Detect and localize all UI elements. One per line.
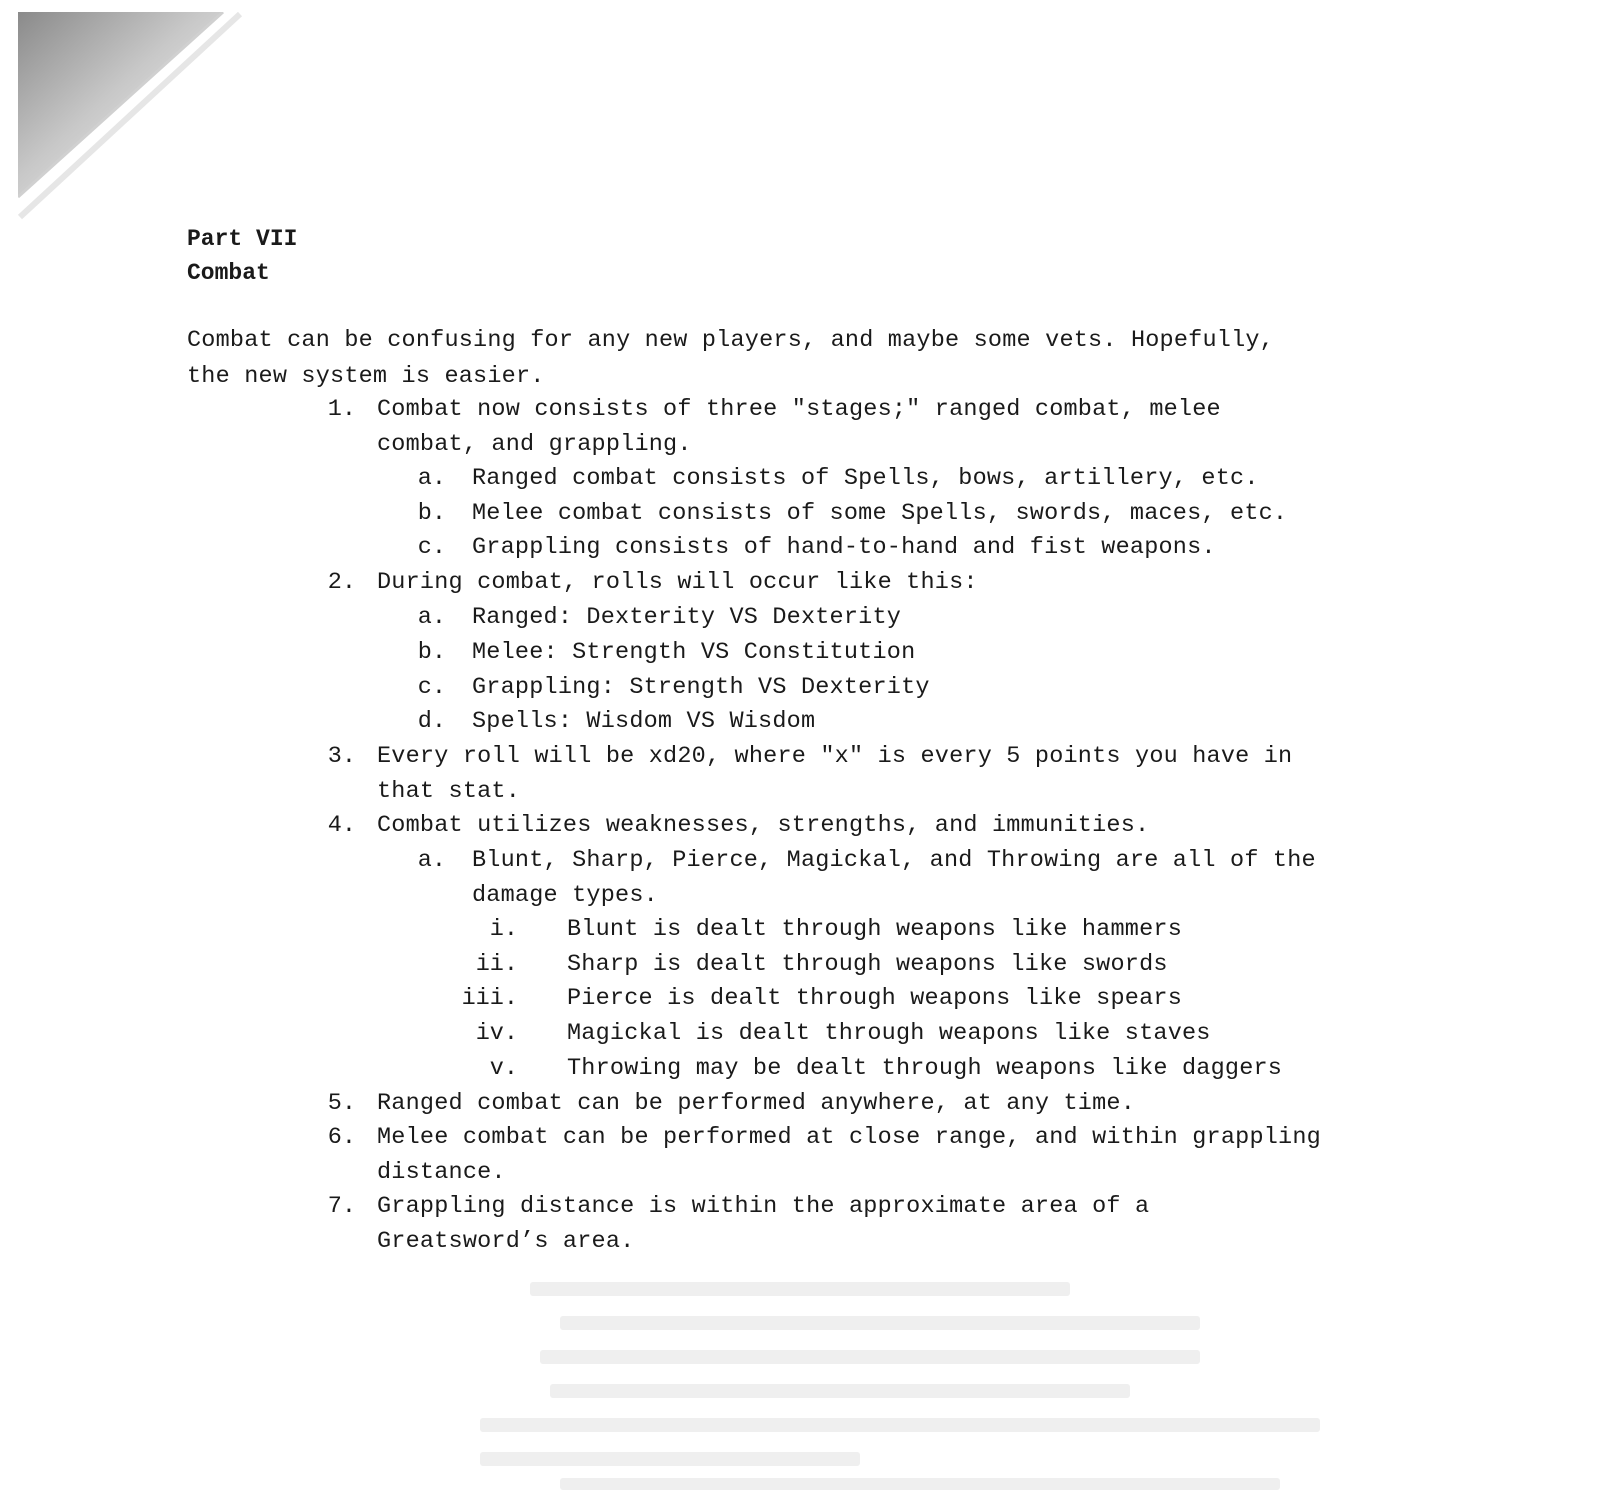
sub-item-text: Spells: Wisdom VS Wisdom: [472, 708, 816, 735]
list-item-text: Greatsword’s area.: [377, 1228, 635, 1255]
sub-marker: b.: [417, 500, 446, 527]
roman-marker: i.: [489, 916, 518, 943]
roman-item-text: Throwing may be dealt through weapons like daggers: [567, 1055, 1283, 1082]
list-number: 5.: [327, 1090, 356, 1117]
roman-marker: ii.: [475, 951, 518, 978]
bleed-through-texture: [470, 1282, 1370, 1492]
list-item-text: combat, and grappling.: [377, 431, 692, 458]
list-number: 6.: [327, 1124, 356, 1151]
list-number: 3.: [327, 743, 356, 770]
intro-line: Combat can be confusing for any new players, and maybe some vets. Hopefully,: [187, 327, 1274, 354]
list-number: 2.: [327, 569, 356, 596]
roman-item-text: Magickal is dealt through weapons like staves: [567, 1020, 1211, 1047]
sub-marker: a.: [417, 847, 446, 874]
list-item-text: Ranged combat can be performed anywhere, at any time.: [377, 1090, 1136, 1117]
roman-item-text: Sharp is dealt through weapons like swords: [567, 951, 1168, 978]
sub-item-text: Grappling consists of hand-to-hand and fist weapons.: [472, 534, 1216, 561]
sub-item-text: Melee: Strength VS Constitution: [472, 639, 916, 666]
sub-marker: a.: [417, 465, 446, 492]
list-number: 4.: [327, 812, 356, 839]
sub-item-text: Ranged combat consists of Spells, bows, artillery, etc.: [472, 465, 1259, 492]
sub-item-text: damage types.: [472, 882, 658, 909]
sub-marker: c.: [417, 534, 446, 561]
sub-marker: a.: [417, 604, 446, 631]
roman-marker: iii.: [461, 985, 518, 1012]
intro-line: the new system is easier.: [187, 363, 545, 390]
roman-marker: v.: [489, 1055, 518, 1082]
list-item-text: that stat.: [377, 778, 521, 805]
sub-marker: d.: [417, 708, 446, 735]
roman-item-text: Pierce is dealt through weapons like spears: [567, 985, 1182, 1012]
sub-marker: c.: [417, 674, 446, 701]
roman-marker: iv.: [475, 1020, 518, 1047]
page-corner-fold: [18, 12, 248, 227]
list-item-text: Grappling distance is within the approximate area of a: [377, 1193, 1150, 1220]
list-item-text: Melee combat can be performed at close range, and within grappling: [377, 1124, 1321, 1151]
list-item-text: distance.: [377, 1159, 506, 1186]
sub-item-text: Grappling: Strength VS Dexterity: [472, 674, 930, 701]
sub-item-text: Melee combat consists of some Spells, swords, maces, etc.: [472, 500, 1288, 527]
part-label: Part VII: [187, 226, 298, 252]
list-item-text: Combat utilizes weaknesses, strengths, and immunities.: [377, 812, 1150, 839]
sub-item-text: Blunt, Sharp, Pierce, Magickal, and Throwing are all of the: [472, 847, 1316, 874]
list-number: 7.: [327, 1193, 356, 1220]
list-number: 1.: [327, 396, 356, 423]
section-title: Combat: [187, 260, 270, 286]
sub-marker: b.: [417, 639, 446, 666]
list-item-text: Every roll will be xd20, where "x" is every 5 points you have in: [377, 743, 1293, 770]
roman-item-text: Blunt is dealt through weapons like hammers: [567, 916, 1182, 943]
sub-item-text: Ranged: Dexterity VS Dexterity: [472, 604, 902, 631]
list-item-text: Combat now consists of three "stages;" ranged combat, melee: [377, 396, 1221, 423]
list-item-text: During combat, rolls will occur like this:: [377, 569, 978, 596]
